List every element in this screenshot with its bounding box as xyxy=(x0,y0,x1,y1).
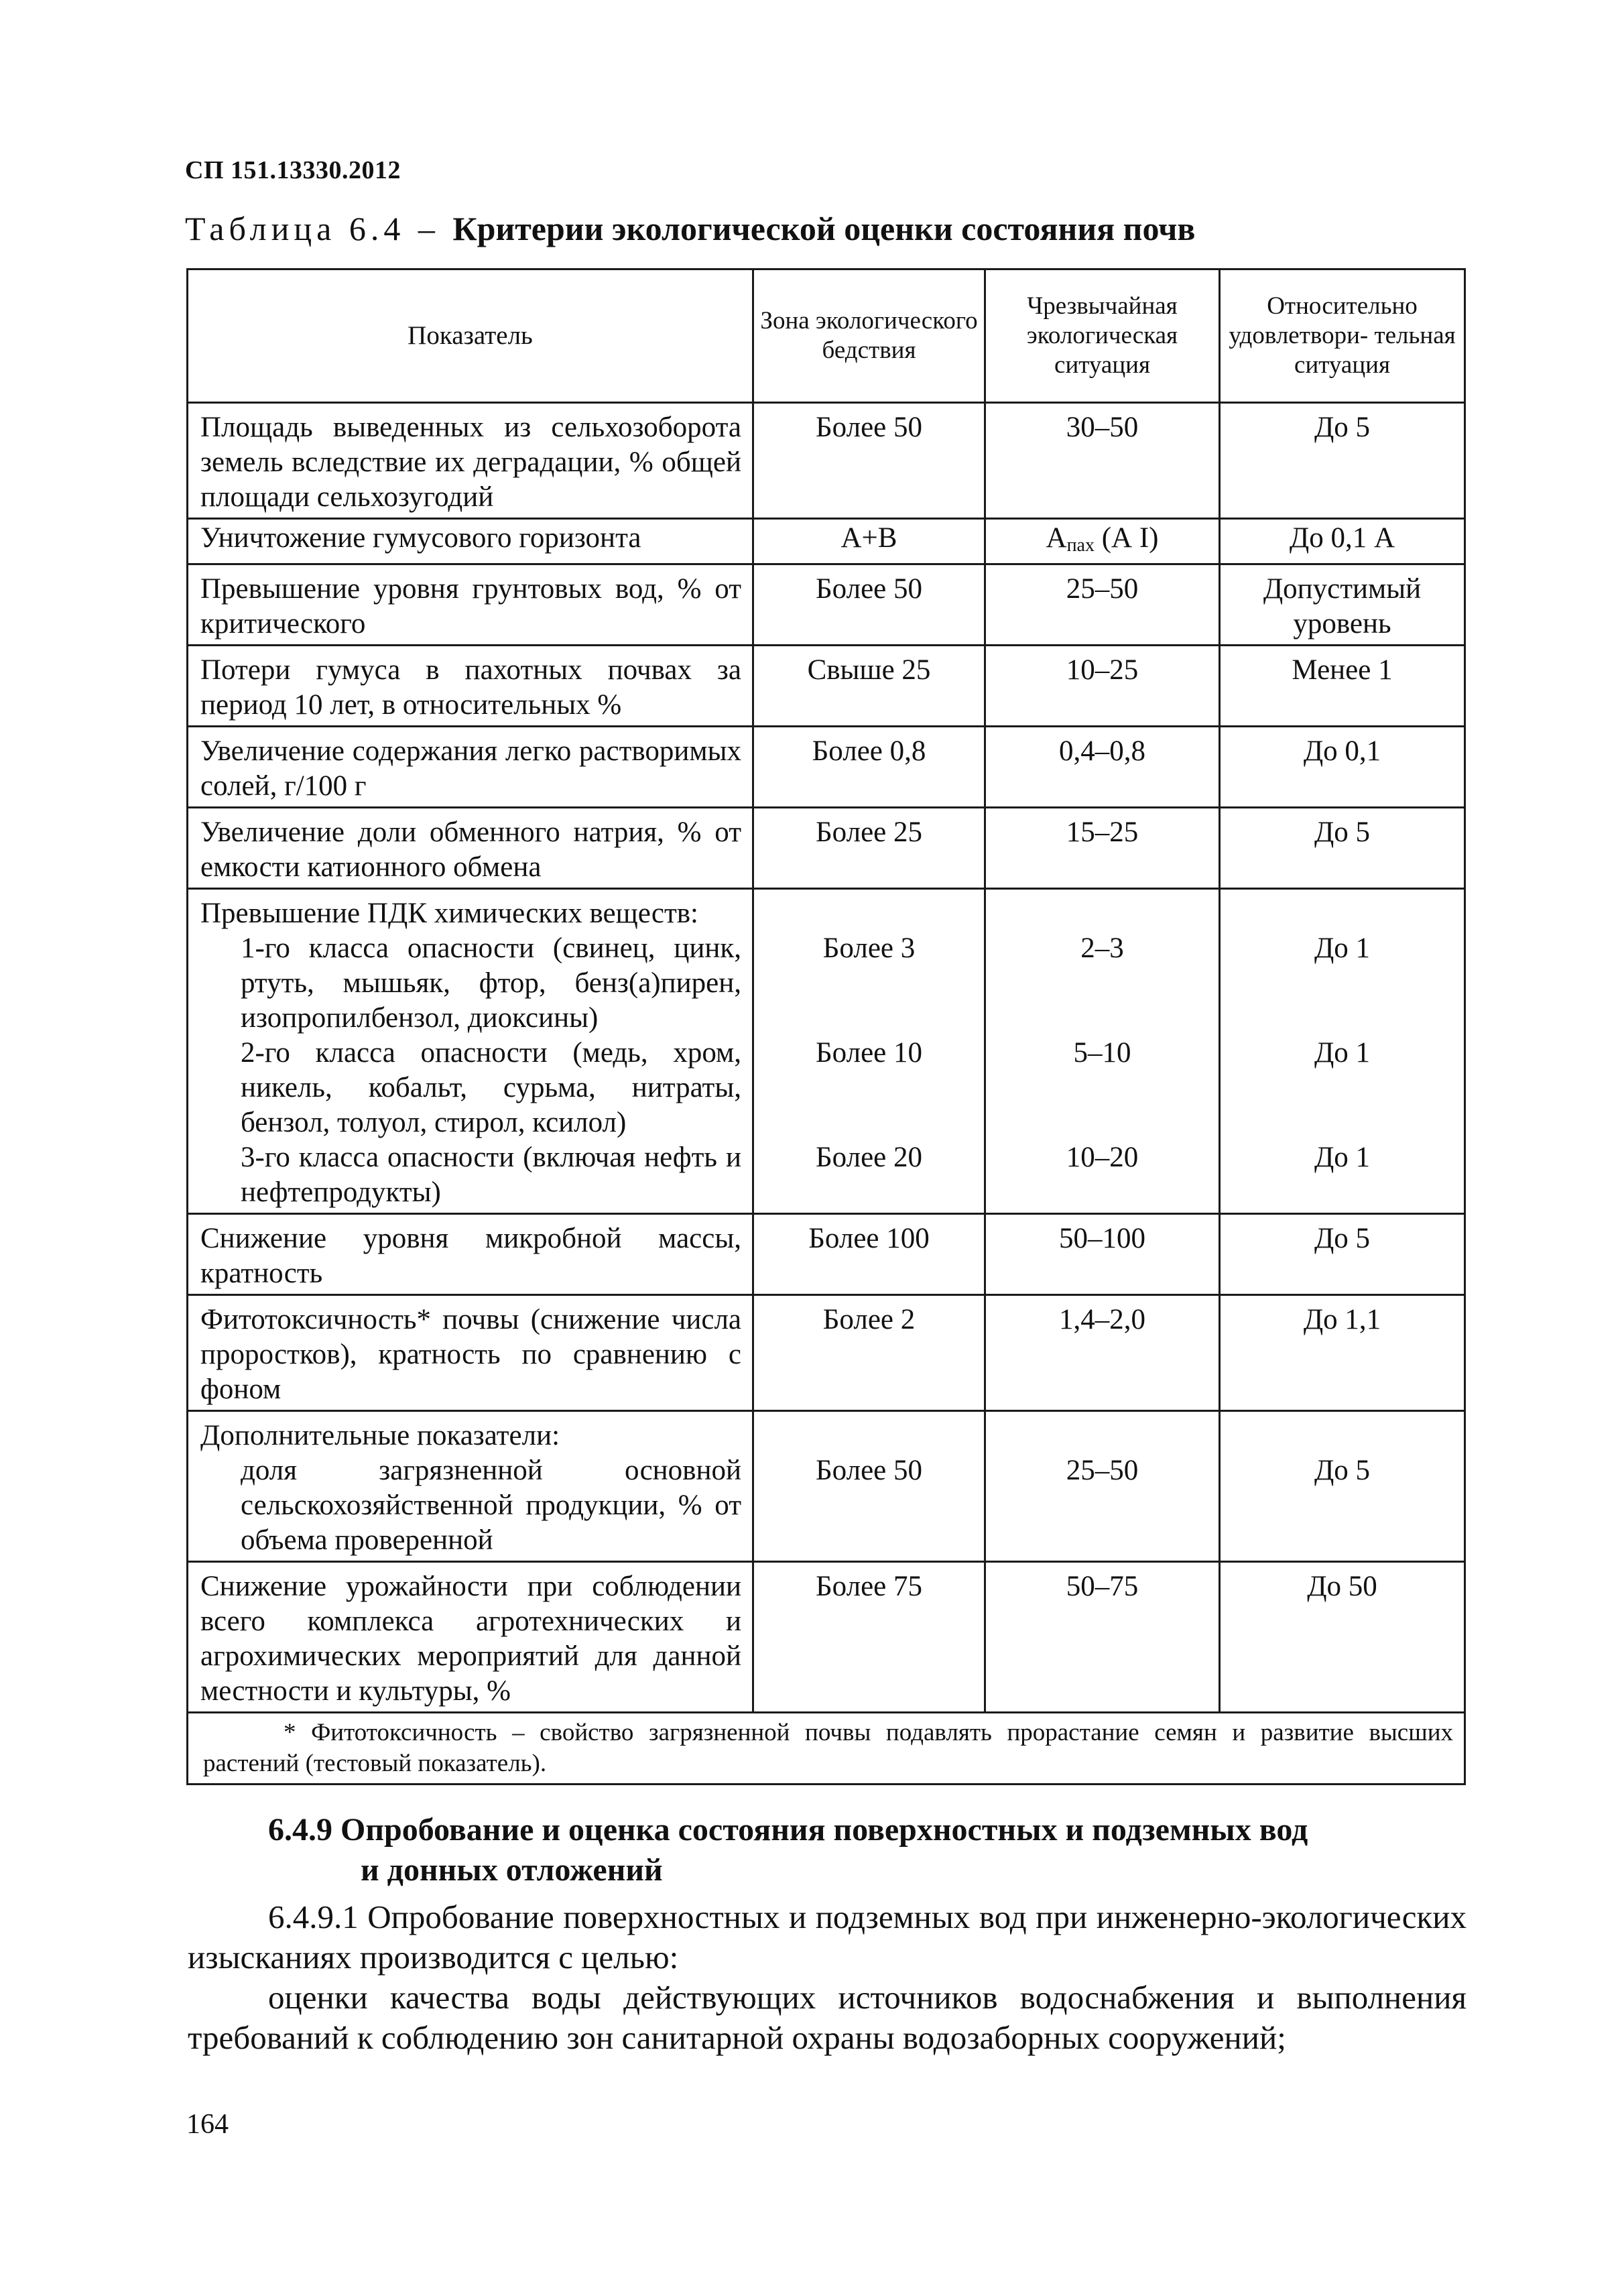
table-row xyxy=(188,646,1465,727)
indicator-cell: Снижение урожайности при соблюдении всего комплекса агротехнических и агрохимических мероприятий для данной местности и культуры, % xyxy=(188,1562,753,1713)
hazard-class-3: 3-го класса опасности (включая нефть и нефтепродукты) xyxy=(241,1142,741,1208)
header-indicator: Показатель xyxy=(188,269,753,403)
indicator-cell: Уничтожение гумусового горизонта xyxy=(188,519,753,564)
criteria-table-wrapper xyxy=(186,268,1464,1785)
zone-cell xyxy=(753,1411,985,1562)
emergency-value: 25–50 xyxy=(1066,1455,1139,1486)
table-row xyxy=(188,808,1465,889)
emergency-class-2: 5–10 xyxy=(1073,1037,1131,1069)
emergency-cell: 25–50 xyxy=(985,564,1220,646)
section-heading xyxy=(268,1810,1468,1890)
emergency-cell: 0,4–0,8 xyxy=(985,727,1220,808)
satisfactory-cell xyxy=(1220,889,1465,1214)
emergency-class-3: 10–20 xyxy=(1066,1142,1139,1173)
table-row xyxy=(188,1295,1465,1411)
table-row xyxy=(188,727,1465,808)
table-footnote xyxy=(188,1713,1465,1785)
satisfactory-class-1: До 1 xyxy=(1314,932,1371,964)
satisfactory-class-2: До 1 xyxy=(1314,1037,1371,1069)
zone-class-1: Более 3 xyxy=(822,932,916,964)
indicator-cell: Площадь выведенных из сельхозоборота земель вследствие их деградации, % общей площади сельхозугодий xyxy=(188,403,753,519)
emergency-cell: 30–50 xyxy=(985,403,1220,519)
indicator-cell: Потери гумуса в пахотных почвах за период 10 лет, в относительных % xyxy=(188,646,753,727)
criteria-table xyxy=(186,268,1466,1785)
emergency-subscript: пах xyxy=(1066,535,1095,556)
zone-cell: Более 2 xyxy=(753,1295,985,1411)
section-title-line2: и донных отложений xyxy=(361,1852,663,1888)
satisfactory-value: До 5 xyxy=(1314,1455,1371,1486)
table-row xyxy=(188,1411,1465,1562)
indicator-cell: Увеличение доли обменного натрия, % от емкости катионного обмена xyxy=(188,808,753,889)
indicator-cell xyxy=(188,889,753,1214)
zone-cell: Более 0,8 xyxy=(753,727,985,808)
zone-cell: Более 50 xyxy=(753,564,985,646)
header-satisfactory: Относительно удовлетвори- тельная ситуация xyxy=(1220,269,1465,403)
satisfactory-cell: До 0,1 xyxy=(1220,727,1465,808)
paragraph-1: 6.4.9.1 Опробование поверхностных и подземных вод при инженерно-экологических изысканиях производится с целью: xyxy=(188,1898,1467,1976)
emergency-cell: 15–25 xyxy=(985,808,1220,889)
satisfactory-cell: Допустимый уровень xyxy=(1220,564,1465,646)
zone-class-3: Более 20 xyxy=(815,1142,922,1173)
indicator-cell: Превышение уровня грунтовых вод, % от критического xyxy=(188,564,753,646)
paragraph-2: оценки качества воды действующих источников водоснабжения и выполнения требований к соблюдению зон санитарной охраны водозаборных сооружений; xyxy=(188,1979,1467,2056)
emergency-cell: 1,4–2,0 xyxy=(985,1295,1220,1411)
zone-class-2: Более 10 xyxy=(815,1037,922,1069)
emergency-cell xyxy=(985,519,1220,564)
page-number: 164 xyxy=(186,2109,229,2140)
indicator-sub-text: доля загрязненной основной сельскохозяйственной продукции, % от объема проверенной xyxy=(241,1455,741,1556)
satisfactory-cell: До 5 xyxy=(1220,1214,1465,1295)
satisfactory-cell xyxy=(1220,1411,1465,1562)
zone-cell: Более 50 xyxy=(753,403,985,519)
emergency-cell xyxy=(985,889,1220,1214)
header-disaster-zone: Зона экологического бедствия xyxy=(753,269,985,403)
indicator-group-title: Превышение ПДК химических веществ: xyxy=(200,898,698,929)
footnote-row xyxy=(188,1713,1465,1785)
footnote-text: * Фитотоксичность – свойство загрязненной почвы подавлять прорастание семян и развитие высших растений (тестовый показатель). xyxy=(203,1719,1453,1777)
document-code: СП 151.13330.2012 xyxy=(185,156,401,184)
indicator-cell: Снижение уровня микробной массы, кратность xyxy=(188,1214,753,1295)
emergency-rest: (А I) xyxy=(1094,522,1159,554)
zone-value: Более 50 xyxy=(815,1455,922,1486)
table-row xyxy=(188,1562,1465,1713)
section-title-line1: Опробование и оценка состояния поверхностных и подземных вод xyxy=(340,1812,1308,1848)
zone-cell: Более 100 xyxy=(753,1214,985,1295)
table-caption xyxy=(185,209,1195,248)
emergency-cell: 10–25 xyxy=(985,646,1220,727)
emergency-cell: 50–100 xyxy=(985,1214,1220,1295)
zone-cell: А+В xyxy=(753,519,985,564)
emergency-cell: 50–75 xyxy=(985,1562,1220,1713)
table-header-row xyxy=(188,269,1465,403)
satisfactory-cell: До 50 xyxy=(1220,1562,1465,1713)
indicator-cell: Увеличение содержания легко растворимых солей, г/100 г xyxy=(188,727,753,808)
emergency-class-1: 2–3 xyxy=(1080,932,1124,964)
header-emergency: Чрезвычайная экологическая ситуация xyxy=(985,269,1220,403)
emergency-cell xyxy=(985,1411,1220,1562)
emergency-main: А xyxy=(1046,522,1067,554)
satisfactory-cell: До 5 xyxy=(1220,808,1465,889)
section-number: 6.4.9 xyxy=(268,1812,332,1848)
satisfactory-cell: До 5 xyxy=(1220,403,1465,519)
hazard-class-1: 1-го класса опасности (свинец, цинк, ртуть, мышьяк, фтор, бенз(а)пирен, изопропилбензол, диоксины) xyxy=(241,932,741,1034)
indicator-group-title: Дополнительные показатели: xyxy=(200,1420,560,1451)
table-row xyxy=(188,519,1465,564)
zone-cell xyxy=(753,889,985,1214)
table-row xyxy=(188,889,1465,1214)
satisfactory-cell: До 1,1 xyxy=(1220,1295,1465,1411)
indicator-cell: Фитотоксичность* почвы (снижение числа проростков), кратность по сравнению с фоном xyxy=(188,1295,753,1411)
satisfactory-cell: До 0,1 А xyxy=(1220,519,1465,564)
zone-cell: Свыше 25 xyxy=(753,646,985,727)
hazard-class-2: 2-го класса опасности (медь, хром, никель, кобальт, сурьма, нитраты, бензол, толуол, стирол, ксилол) xyxy=(241,1037,741,1138)
zone-cell: Более 75 xyxy=(753,1562,985,1713)
zone-cell: Более 25 xyxy=(753,808,985,889)
table-caption-prefix: Таблица 6.4 – xyxy=(185,210,453,247)
satisfactory-class-3: До 1 xyxy=(1314,1142,1371,1173)
indicator-cell xyxy=(188,1411,753,1562)
table-row xyxy=(188,564,1465,646)
satisfactory-cell: Менее 1 xyxy=(1220,646,1465,727)
table-caption-title: Критерии экологической оценки состояния почв xyxy=(452,210,1196,247)
table-row xyxy=(188,1214,1465,1295)
table-row xyxy=(188,403,1465,519)
